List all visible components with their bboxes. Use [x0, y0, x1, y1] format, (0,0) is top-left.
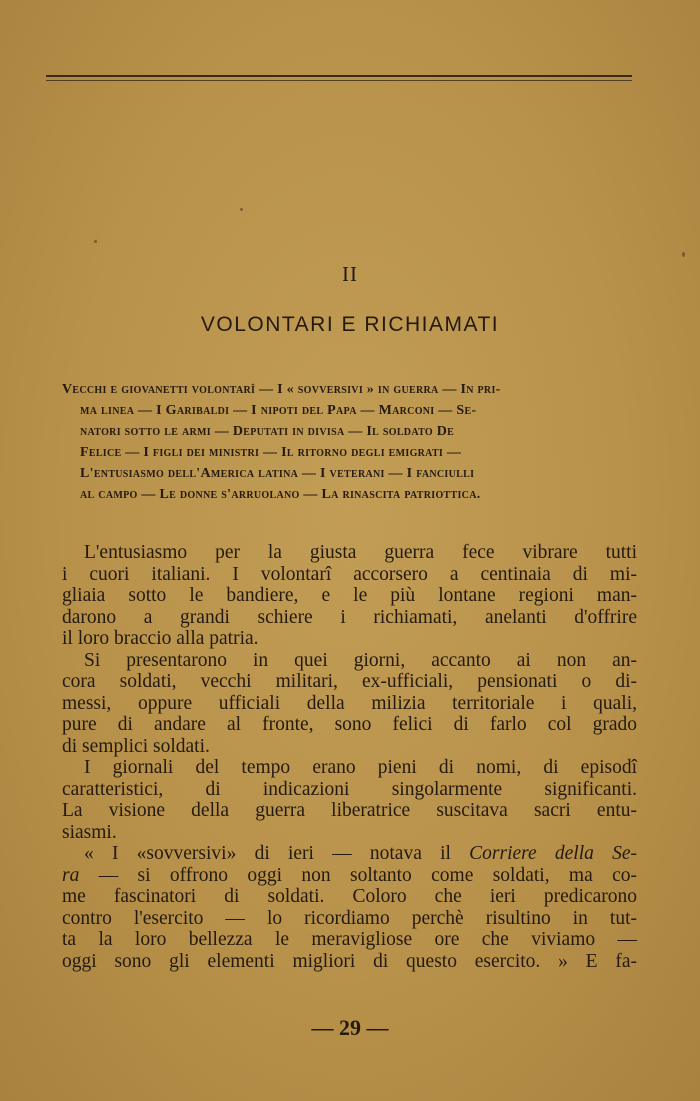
newspaper-title-end: ra	[62, 864, 80, 886]
paper-speck	[682, 252, 685, 257]
page-number: — 29 —	[311, 1015, 389, 1040]
paragraph-3-line: I giornali del tempo erano pieni di nomi, di episodî	[84, 757, 637, 778]
summary-line: natori sotto le armi — Deputati in divisa — Il soldato De	[80, 424, 455, 439]
paragraph-2-line: pure di andare al fronte, sono felici di farlo col grado	[62, 714, 637, 735]
paragraph-1-line: i cuori italiani. I volontarî accorsero a centinaia di mi-	[62, 563, 637, 585]
paragraph-3-line: caratteristici, di indicazioni singolarmente significanti.	[62, 778, 637, 800]
paragraph-4-line	[62, 843, 637, 865]
paragraph-4-line: me fascinatori di soldati. Coloro che ieri predicarono	[62, 886, 637, 907]
paragraph-1-line: gliaia sotto le bandiere, e le più lontane regioni man-	[62, 585, 637, 606]
paragraph-4-line: oggi sono gli elementi migliori di questo esercito. » E fa-	[62, 950, 637, 972]
newspaper-title: Corriere della Se-	[469, 843, 637, 864]
chapter-number: II	[342, 262, 358, 286]
summary-line: L'entusiasmo dell'America latina — I veterani — I fanciulli	[80, 466, 475, 481]
quote-text: — si offrono oggi non soltanto come soldati, ma co-	[79, 864, 637, 886]
summary-line: al campo — Le donne s'arruolano — La rinascita patriottica.	[80, 487, 481, 502]
quote-text: « I «sovversivi» di ieri — notava il	[84, 843, 470, 864]
header-rule-thin	[46, 80, 632, 81]
paragraph-1-line: darono a grandi schiere i richiamati, anelanti d'offrire	[62, 606, 637, 628]
paragraph-3-line: siasmi.	[62, 821, 117, 843]
summary-line: Felice — I figli dei ministri — Il ritorno degli emigrati —	[80, 445, 462, 460]
header-rule	[46, 75, 632, 77]
paragraph-4-line: contro l'esercito — lo ricordiamo perchè risultino in tut-	[62, 907, 637, 929]
paragraph-3-line: La visione della guerra liberatrice suscitava sacri entu-	[62, 800, 637, 821]
paper-speck	[94, 240, 97, 243]
paragraph-1-line: il loro braccio alla patria.	[62, 628, 259, 649]
paragraph-2-line: di semplici soldati.	[62, 735, 210, 757]
summary-line: Vecchi e giovanetti volontarî — I « sovversivi » in guerra — In pri-	[62, 382, 501, 397]
summary-line: ma linea — I Garibaldi — I nipoti del Papa — Marconi — Se-	[80, 403, 477, 418]
paragraph-2-line: Si presentarono in quei giorni, accanto ai non an-	[84, 649, 637, 671]
paragraph-4-line: ta la loro bellezza le meravigliose ore che viviamo —	[62, 929, 637, 950]
body-text	[62, 542, 637, 972]
paragraph-4-line	[62, 865, 637, 887]
chapter-title: VOLONTARI E RICHIAMATI	[200, 313, 500, 336]
paragraph-1-line: L'entusiasmo per la giusta guerra fece vibrare tutti	[84, 542, 637, 563]
paper-speck	[240, 208, 243, 211]
chapter-summary	[62, 379, 637, 505]
paragraph-2-line: cora soldati, vecchi militari, ex-ufficiali, pensionati o di-	[62, 671, 637, 692]
paragraph-2-line: messi, oppure ufficiali della milizia territoriale i quali,	[62, 692, 637, 714]
